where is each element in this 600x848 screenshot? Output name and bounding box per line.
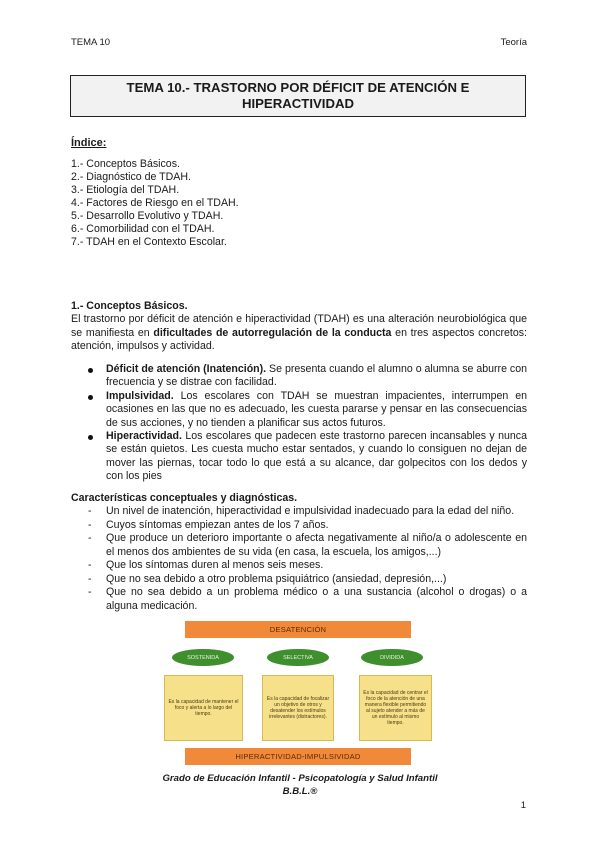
bullet-dot-icon: [88, 395, 93, 400]
index-item: 2.- Diagnóstico de TDAH.: [71, 171, 191, 183]
dash-marker: -: [88, 572, 92, 585]
bullet-dot-icon: [88, 368, 93, 373]
list-item: [88, 573, 527, 587]
diagram-bottom-bar: HIPERACTIVIDAD-IMPULSIVIDAD: [185, 748, 411, 765]
bullet-term: Déficit de atención (Inatención).: [106, 363, 267, 375]
attention-types-diagram: [164, 621, 432, 767]
list-item-text: Que los síntomas duren al menos seis meses.: [106, 559, 324, 571]
type-pill-sostenida: SOSTENIDA: [172, 649, 234, 666]
page-number: 1: [520, 800, 526, 811]
section-intro-paragraph: [71, 313, 527, 354]
footer-caption: [0, 772, 600, 798]
header-section: Teoría: [500, 37, 527, 48]
index-item: 6.- Comorbilidad con el TDAH.: [71, 223, 215, 235]
list-item: [88, 519, 527, 533]
diagram-top-bar: DESATENCIÓN: [185, 621, 411, 638]
dash-marker: -: [88, 518, 92, 531]
list-item-text: Que no sea debido a otro problema psiquiátrico (ansiedad, depresión,...): [106, 572, 447, 585]
index-item: 3.- Etiología del TDAH.: [71, 184, 180, 196]
index-list: [71, 158, 239, 249]
list-item: [88, 559, 527, 573]
title-line-2: HIPERACTIVIDAD: [241, 96, 355, 111]
index-item: 4.- Factores de Riesgo en el TDAH.: [71, 197, 239, 209]
characteristics-heading: Características conceptuales y diagnósticas.: [71, 492, 298, 504]
list-item: [88, 586, 527, 613]
footer-author: B.B.L.®: [282, 786, 318, 797]
type-card-dividida: Es la capacidad de centrar el foco de la atención de una manera flexible permitiendo al sujeto atender a más de un estímulo al mismo tiempo.: [359, 675, 432, 741]
bullet-item: [88, 390, 527, 430]
index-heading: Índice:: [71, 137, 107, 149]
dash-marker: -: [88, 559, 92, 571]
list-item-text: Cuyos síntomas empiezan antes de los 7 años.: [106, 518, 329, 531]
bullet-text: Los escolares con TDAH se muestran impacientes, interrumpen en ocasiones en las que no es adecuado, les cuesta pararse y pensar en las consecuencias de sus acciones, y no tienden a planificar sus actos futuros.: [106, 389, 527, 429]
header-topic: TEMA 10: [71, 37, 111, 48]
type-pill-selectiva: SELECTIVA: [267, 649, 329, 666]
title-line-1: TEMA 10.- TRASTORNO POR DÉFICIT DE ATENCIÓN E: [126, 80, 470, 95]
intro-text-before: El trastorno por déficit de atención e hiperactividad (TDAH) es una alteración neurobiológica que se manifiesta en: [71, 313, 527, 339]
bullet-item: [88, 430, 527, 484]
symptom-bullet-list: [88, 363, 527, 484]
dash-marker: -: [88, 586, 92, 598]
list-item: [88, 532, 527, 559]
intro-text-bold: dificultades de autorregulación de la conducta: [153, 326, 392, 339]
type-card-sostenida: Es la capacidad de mantener el foco y alerta a lo largo del tiempo.: [164, 675, 243, 741]
page-title: [70, 75, 526, 117]
footer-course: Grado de Educación Infantil - Psicopatología y Salud Infantil: [162, 773, 438, 784]
bullet-text: Los escolares que padecen este trastorno parecen incansables y nunca se están quietos. Les cuesta mucho estar sentados, y cuando lo consiguen no dejan de mover las piernas, tocar todo lo que está a su alcance, dar golpecitos con los dedos y con los pies: [106, 430, 527, 483]
intro-text-after: en tres aspectos concretos: atención, impulsos y actividad.: [71, 326, 527, 353]
bullet-item: [88, 363, 527, 390]
list-item: [88, 505, 527, 519]
bullet-text: Se presenta cuando el alumno o alumna se aburre con frecuencia y se distrae con facilidad.: [106, 363, 528, 389]
type-pill-dividida: DIVIDIDA: [361, 649, 423, 666]
characteristics-list: [88, 505, 527, 613]
section-heading-concepts: 1.- Conceptos Básicos.: [71, 300, 188, 312]
list-item-text: Un nivel de inatención, hiperactividad e impulsividad inadecuado para la edad del niño.: [106, 505, 515, 517]
bullet-term: Hiperactividad.: [106, 430, 182, 443]
type-card-selectiva: Es la capacidad de focalizar un objetivo de otros y desatender los estímulos irrelevantes (distractores).: [262, 675, 334, 741]
dash-marker: -: [88, 532, 92, 544]
list-item-text: Que produce un deterioro importante o afecta negativamente al niño/a o adolescente en el menos dos ambientes de su vida (en casa, la escuela, los amigos,...): [106, 532, 527, 558]
index-item: 5.- Desarrollo Evolutivo y TDAH.: [71, 210, 224, 222]
dash-marker: -: [88, 505, 92, 517]
list-item-text: Que no sea debido a un problema médico o a una sustancia (alcohol o drogas) o a alguna medicación.: [106, 586, 527, 612]
index-item: 1.- Conceptos Básicos.: [71, 158, 180, 170]
bullet-term: Impulsividad.: [106, 389, 174, 402]
bullet-dot-icon: [88, 435, 93, 440]
index-item: 7.- TDAH en el Contexto Escolar.: [71, 236, 227, 248]
